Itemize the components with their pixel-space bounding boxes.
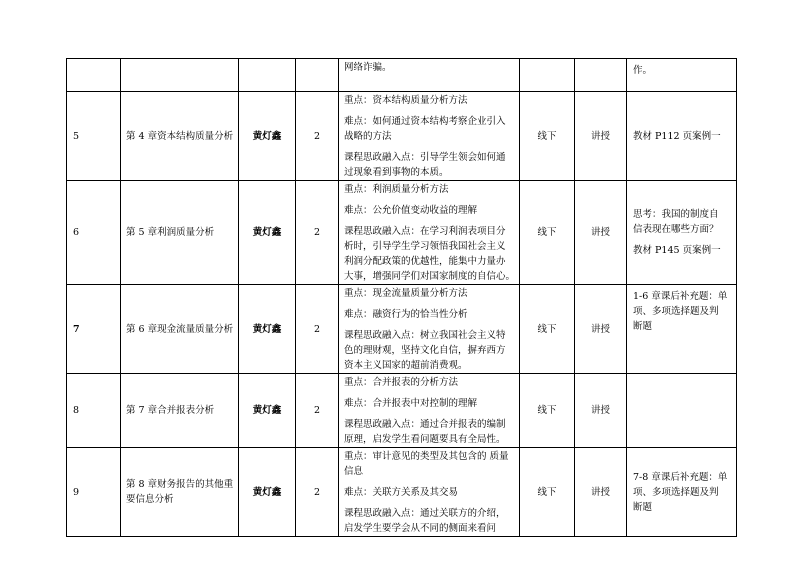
course-schedule-table <box>66 58 737 537</box>
teaching-method-cell: 讲授 <box>575 285 627 374</box>
teaching-method-cell: 讲授 <box>575 92 627 181</box>
content-line: 原理，启发学生看问题要具有全局性。 <box>344 434 506 445</box>
week-number-cell: 5 <box>67 92 121 181</box>
table-row <box>67 181 737 285</box>
content-line: 利润分配政策的优越性，能集中力量办 <box>344 256 506 267</box>
notes-cell <box>627 92 737 181</box>
teacher-cell: 黄灯鑫 <box>239 92 296 181</box>
content-line: 课程思政融入点：引导学生领会如何通 <box>344 152 506 163</box>
note-line: 作。 <box>633 65 653 76</box>
chapter-cell: 第 5 章利润质量分析 <box>121 181 239 285</box>
teaching-method-cell: 讲授 <box>575 448 627 537</box>
teaching-method-cell <box>575 59 627 92</box>
teaching-mode-cell: 线下 <box>520 181 575 285</box>
notes-cell <box>627 285 737 374</box>
note-line: 教材 P112 页案例一 <box>633 130 721 142</box>
teaching-mode-cell: 线下 <box>520 285 575 374</box>
content-line: 析时，引导学生学习领悟我国社会主义 <box>344 241 506 252</box>
content-line: 重点：利润质量分析方法 <box>344 184 449 195</box>
hours-cell <box>296 59 339 92</box>
week-number-cell: 9 <box>67 448 121 537</box>
teacher-cell: 黄灯鑫 <box>239 374 296 448</box>
content-line: 难点：如何通过资本结构考察企业引入 <box>344 116 506 127</box>
content-line: 重点：审计意见的类型及其包含的 质量 <box>344 451 509 462</box>
teaching-mode-cell: 线下 <box>520 448 575 537</box>
table-row <box>67 448 737 537</box>
week-number-cell: 8 <box>67 374 121 448</box>
chapter-cell: 第 4 章资本结构质量分析 <box>121 92 239 181</box>
note-line: 断题 <box>633 501 653 513</box>
notes-cell <box>627 181 737 285</box>
content-line: 重点：现金流量质量分析方法 <box>344 288 468 299</box>
teaching-mode-cell: 线下 <box>520 374 575 448</box>
content-line: 难点：合并报表中对控制的理解 <box>344 398 478 409</box>
content-cell <box>339 181 520 285</box>
teacher-cell: 黄灯鑫 <box>239 181 296 285</box>
content-line: 大事，增强同学们对国家制度的自信心。 <box>344 271 516 282</box>
table-body <box>67 59 737 537</box>
notes-cell <box>627 448 737 537</box>
content-cell <box>339 448 520 537</box>
note-line: 教材 P145 页案例一 <box>633 245 721 256</box>
content-line: 课程思政融入点：树立我国社会主义特 <box>344 330 506 341</box>
notes-cell <box>627 59 737 92</box>
content-line: 信息 <box>344 466 364 477</box>
content-line: 课程思政融入点：通过合并报表的编制 <box>344 419 506 430</box>
note-line: 7-8 章课后补充题：单 <box>633 471 728 483</box>
table-row <box>67 92 737 181</box>
teaching-method-cell: 讲授 <box>575 181 627 285</box>
teaching-mode-cell: 线下 <box>520 92 575 181</box>
note-line: 断题 <box>633 321 653 332</box>
hours-cell: 2 <box>296 448 339 537</box>
table-row <box>67 59 737 92</box>
content-line: 色的理财观，坚持文化自信，摒弃西方 <box>344 345 506 356</box>
note-line: 思考：我国的制度自 <box>633 209 719 220</box>
chapter-cell: 第 7 章合并报表分析 <box>121 374 239 448</box>
note-line: 项、多项选择题及判 <box>633 306 719 317</box>
hours-cell: 2 <box>296 92 339 181</box>
chapter-cell: 第 8 章财务报告的其他重要信息分析 <box>121 448 239 537</box>
notes-cell <box>627 374 737 448</box>
content-line: 过现象看到事物的本质。 <box>344 167 449 178</box>
content-line: 网络诈骗。 <box>344 62 392 73</box>
hours-cell: 2 <box>296 374 339 448</box>
content-line: 启发学生要学会从不同的侧面来看问 <box>344 523 497 534</box>
teacher-cell <box>239 59 296 92</box>
content-cell <box>339 59 520 92</box>
note-line: 项、多项选择题及判 <box>633 486 719 498</box>
content-line: 难点：公允价值变动收益的理解 <box>344 205 478 216</box>
content-cell <box>339 92 520 181</box>
week-number-cell: 6 <box>67 181 121 285</box>
teacher-cell: 黄灯鑫 <box>239 285 296 374</box>
table-row <box>67 285 737 374</box>
teaching-method-cell: 讲授 <box>575 374 627 448</box>
content-line: 课程思政融入点：在学习利润表项目分 <box>344 226 506 237</box>
note-line: 信表现在哪些方面？ <box>633 224 719 235</box>
content-line: 资本主义国家的超前消费观。 <box>344 360 468 371</box>
content-line: 重点：合并报表的分析方法 <box>344 377 459 388</box>
chapter-cell <box>121 59 239 92</box>
chapter-cell: 第 6 章现金流量质量分析 <box>121 285 239 374</box>
content-cell <box>339 285 520 374</box>
content-line: 难点：融资行为的恰当性分析 <box>344 309 468 320</box>
hours-cell: 2 <box>296 285 339 374</box>
content-line: 重点：资本结构质量分析方法 <box>344 95 468 106</box>
table-row <box>67 374 737 448</box>
content-line: 难点：关联方关系及其交易 <box>344 487 459 498</box>
teaching-mode-cell <box>520 59 575 92</box>
teacher-cell: 黄灯鑫 <box>239 448 296 537</box>
week-number-cell <box>67 59 121 92</box>
week-number-cell: 7 <box>67 285 121 374</box>
content-cell <box>339 374 520 448</box>
content-line: 战略的方法 <box>344 131 392 142</box>
note-line: 1-6 章课后补充题：单 <box>633 291 728 302</box>
hours-cell: 2 <box>296 181 339 285</box>
content-line: 课程思政融入点：通过关联方的介绍， <box>344 508 506 519</box>
